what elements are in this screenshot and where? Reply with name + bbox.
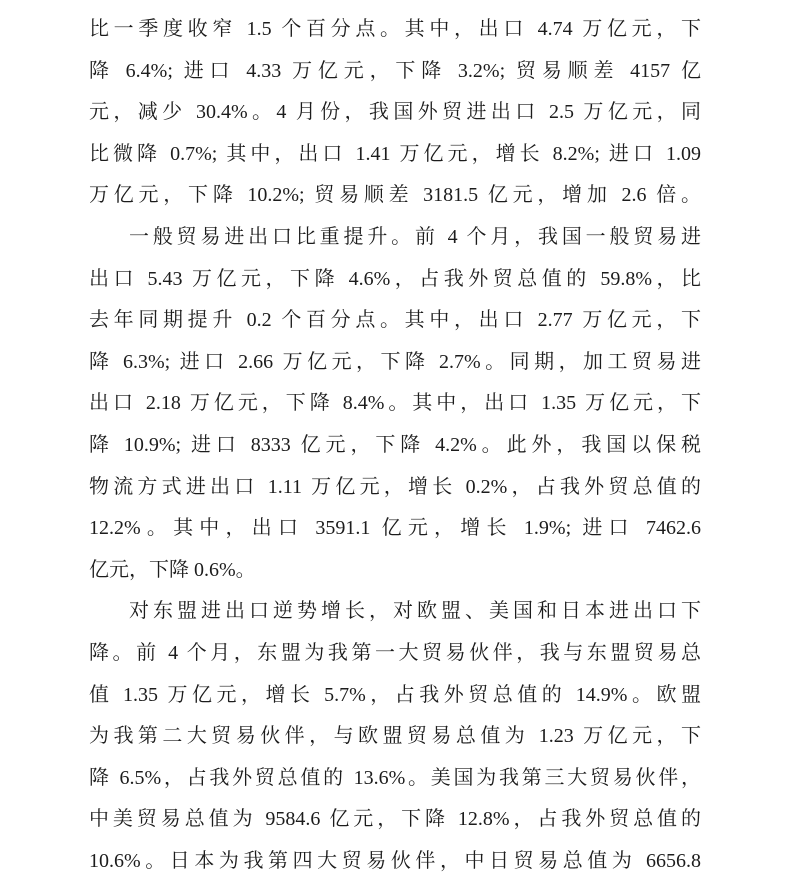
text-line: 降 6.4%; 进口 4.33 万亿元，下降 3.2%; 贸易顺差 4157 亿 (89, 59, 701, 82)
paragraph-trade-overview (89, 9, 701, 217)
text-line: 元，减少 30.4%。4 月份，我国外贸进出口 2.5 万亿元，同 (89, 101, 701, 124)
text-line: 去年同期提升 0.2 个百分点。其中，出口 2.77 万亿元，下 (89, 309, 701, 332)
text-line: 万亿元，下降 10.2%; 贸易顺差 3181.5 亿元，增加 2.6 倍。 (89, 184, 701, 207)
document-text-block (89, 9, 701, 882)
text-line: 12.2%。其中，出口 3591.1 亿元，增长 1.9%; 进口 7462.6 (89, 517, 701, 540)
paragraph-trade-partners (89, 591, 701, 882)
text-line: 值 1.35 万亿元，增长 5.7%，占我外贸总值的 14.9%。欧盟 (89, 683, 701, 706)
text-line: 10.6%。日本为我第四大贸易伙伴，中日贸易总值为 6656.8 (89, 849, 701, 872)
text-line: 出口 5.43 万亿元，下降 4.6%，占我外贸总值的 59.8%，比 (89, 267, 701, 290)
text-line: 对东盟进出口逆势增长，对欧盟、美国和日本进出口下 (129, 600, 701, 623)
text-line: 物流方式进出口 1.11 万亿元，增长 0.2%，占我外贸总值的 (89, 475, 701, 498)
text-line: 降 10.9%; 进口 8333 亿元，下降 4.2%。此外，我国以保税 (89, 433, 701, 456)
text-line: 为我第二大贸易伙伴，与欧盟贸易总值为 1.23 万亿元，下 (89, 725, 701, 748)
text-line: 降。前 4 个月，东盟为我第一大贸易伙伴，我与东盟贸易总 (89, 641, 701, 664)
text-line: 降 6.3%; 进口 2.66 万亿元，下降 2.7%。同期，加工贸易进 (89, 350, 701, 373)
paragraph-general-trade (89, 217, 701, 591)
text-line: 比一季度收窄 1.5 个百分点。其中，出口 4.74 万亿元，下 (89, 18, 701, 40)
text-line: 中美贸易总值为 9584.6 亿元，下降 12.8%，占我外贸总值的 (89, 808, 701, 831)
text-line: 一般贸易进出口比重提升。前 4 个月，我国一般贸易进 (129, 225, 701, 248)
text-line: 比微降 0.7%; 其中，出口 1.41 万亿元，增长 8.2%; 进口 1.09 (89, 142, 701, 165)
text-line: 出口 2.18 万亿元，下降 8.4%。其中，出口 1.35 万亿元，下 (89, 392, 701, 415)
text-line: 亿元，下降 0.6%。 (89, 558, 256, 581)
text-line: 降 6.5%，占我外贸总值的 13.6%。美国为我第三大贸易伙伴， (89, 766, 701, 789)
